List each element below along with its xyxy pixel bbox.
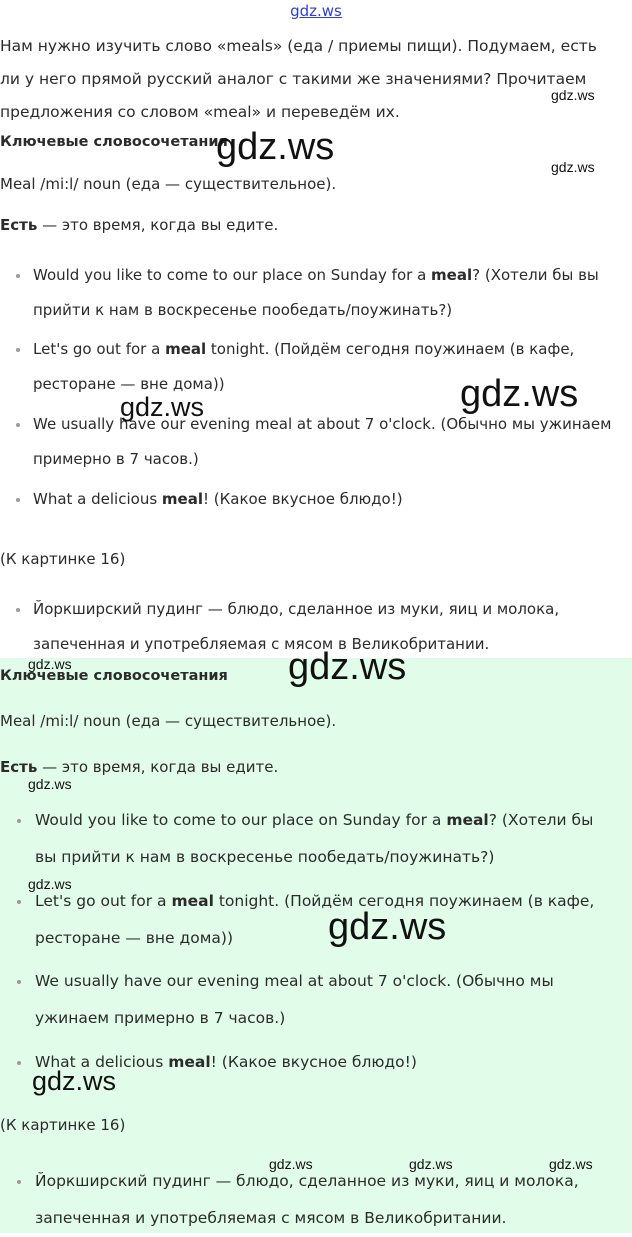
eat-definition xyxy=(0,758,278,776)
picture-reference: (К картинке 16) xyxy=(0,1116,126,1134)
bullet-icon xyxy=(17,819,21,823)
example-text: What a delicious meal! (Какое вкусное блюдо!) xyxy=(35,1053,417,1071)
watermark-text: gdz.ws xyxy=(551,87,595,103)
watermark-text: gdz.ws xyxy=(288,646,407,688)
example-text: Would you like to come to our place on Sunday for a meal? (Хотели бы вы прийти к нам в воскресенье пообедать/поужинать?) xyxy=(33,266,599,319)
eat-rest: — это время, когда вы едите. xyxy=(37,758,279,776)
watermark-text: gdz.ws xyxy=(551,159,595,175)
intro-paragraph: Нам нужно изучить слово «meals» (еда / приемы пищи). Подумаем, есть ли у него прямой русский аналог с такими же значениями? Прочитаем предложения со словом «meal» и переведём их. xyxy=(0,37,597,121)
eat-definition xyxy=(0,216,278,234)
bullet-icon xyxy=(17,980,21,984)
example-text: What a delicious meal! (Какое вкусное блюдо!) xyxy=(33,490,403,508)
bullet-icon xyxy=(16,423,20,427)
definition-line: Meal /mi:l/ noun (еда — существительное). xyxy=(0,175,337,193)
example-text: Would you like to come to our place on Sunday for a meal? (Хотели бы вы прийти к нам в воскресенье пообедать/поужинать?) xyxy=(35,811,594,866)
pudding-text: Йоркширский пудинг — блюдо, сделанное из муки, яиц и молока, запеченная и употребляемая с мясом в Великобритании. xyxy=(33,600,560,653)
watermark-text: gdz.ws xyxy=(328,906,447,948)
section-heading: Ключевые словосочетания xyxy=(0,668,228,684)
watermark-text: gdz.ws xyxy=(32,1066,117,1096)
bullet-icon xyxy=(16,498,20,502)
watermark-text: gdz.ws xyxy=(549,1156,593,1172)
bullet-icon xyxy=(17,900,21,904)
bullet-icon xyxy=(17,1061,21,1065)
eat-term: Есть xyxy=(0,758,38,776)
eat-term: Есть xyxy=(0,216,38,234)
bullet-icon xyxy=(16,348,20,352)
picture-reference: (К картинке 16) xyxy=(0,550,126,568)
watermark-text: gdz.ws xyxy=(216,126,335,168)
example-text: Let's go out for a meal tonight. (Пойдём сегодня поужинаем (в кафе, ресторане — вне дома)) xyxy=(33,340,575,393)
watermark-text: gdz.ws xyxy=(28,656,72,672)
example-text: We usually have our evening meal at about 7 o'clock. (Обычно мы ужинаем примерно в 7 часов.) xyxy=(33,415,612,468)
watermark-text: gdz.ws xyxy=(28,876,72,892)
section-heading: Ключевые словосочетания xyxy=(0,134,228,150)
eat-rest: — это время, когда вы едите. xyxy=(37,216,279,234)
site-link[interactable]: gdz.ws xyxy=(290,2,342,20)
pudding-text: Йоркширский пудинг — блюдо, сделанное из муки, яиц и молока, запеченная и употребляемая с мясом в Великобритании. xyxy=(35,1172,579,1227)
watermark-text: gdz.ws xyxy=(120,392,205,422)
bullet-icon xyxy=(17,1180,21,1184)
example-text: We usually have our evening meal at about 7 o'clock. (Обычно мы ужинаем примерно в 7 часов.) xyxy=(35,972,554,1027)
watermark-text: gdz.ws xyxy=(28,776,72,792)
watermark-text: gdz.ws xyxy=(460,373,579,415)
watermark-text: gdz.ws xyxy=(269,1156,313,1172)
definition-line: Meal /mi:l/ noun (еда — существительное). xyxy=(0,712,337,730)
bullet-icon xyxy=(16,608,20,612)
bullet-icon xyxy=(16,274,20,278)
watermark-text: gdz.ws xyxy=(409,1156,453,1172)
content-section-2 xyxy=(0,658,632,1233)
example-text: Let's go out for a meal tonight. (Пойдём сегодня поужинаем (в кафе, ресторане — вне дома)) xyxy=(35,892,595,947)
